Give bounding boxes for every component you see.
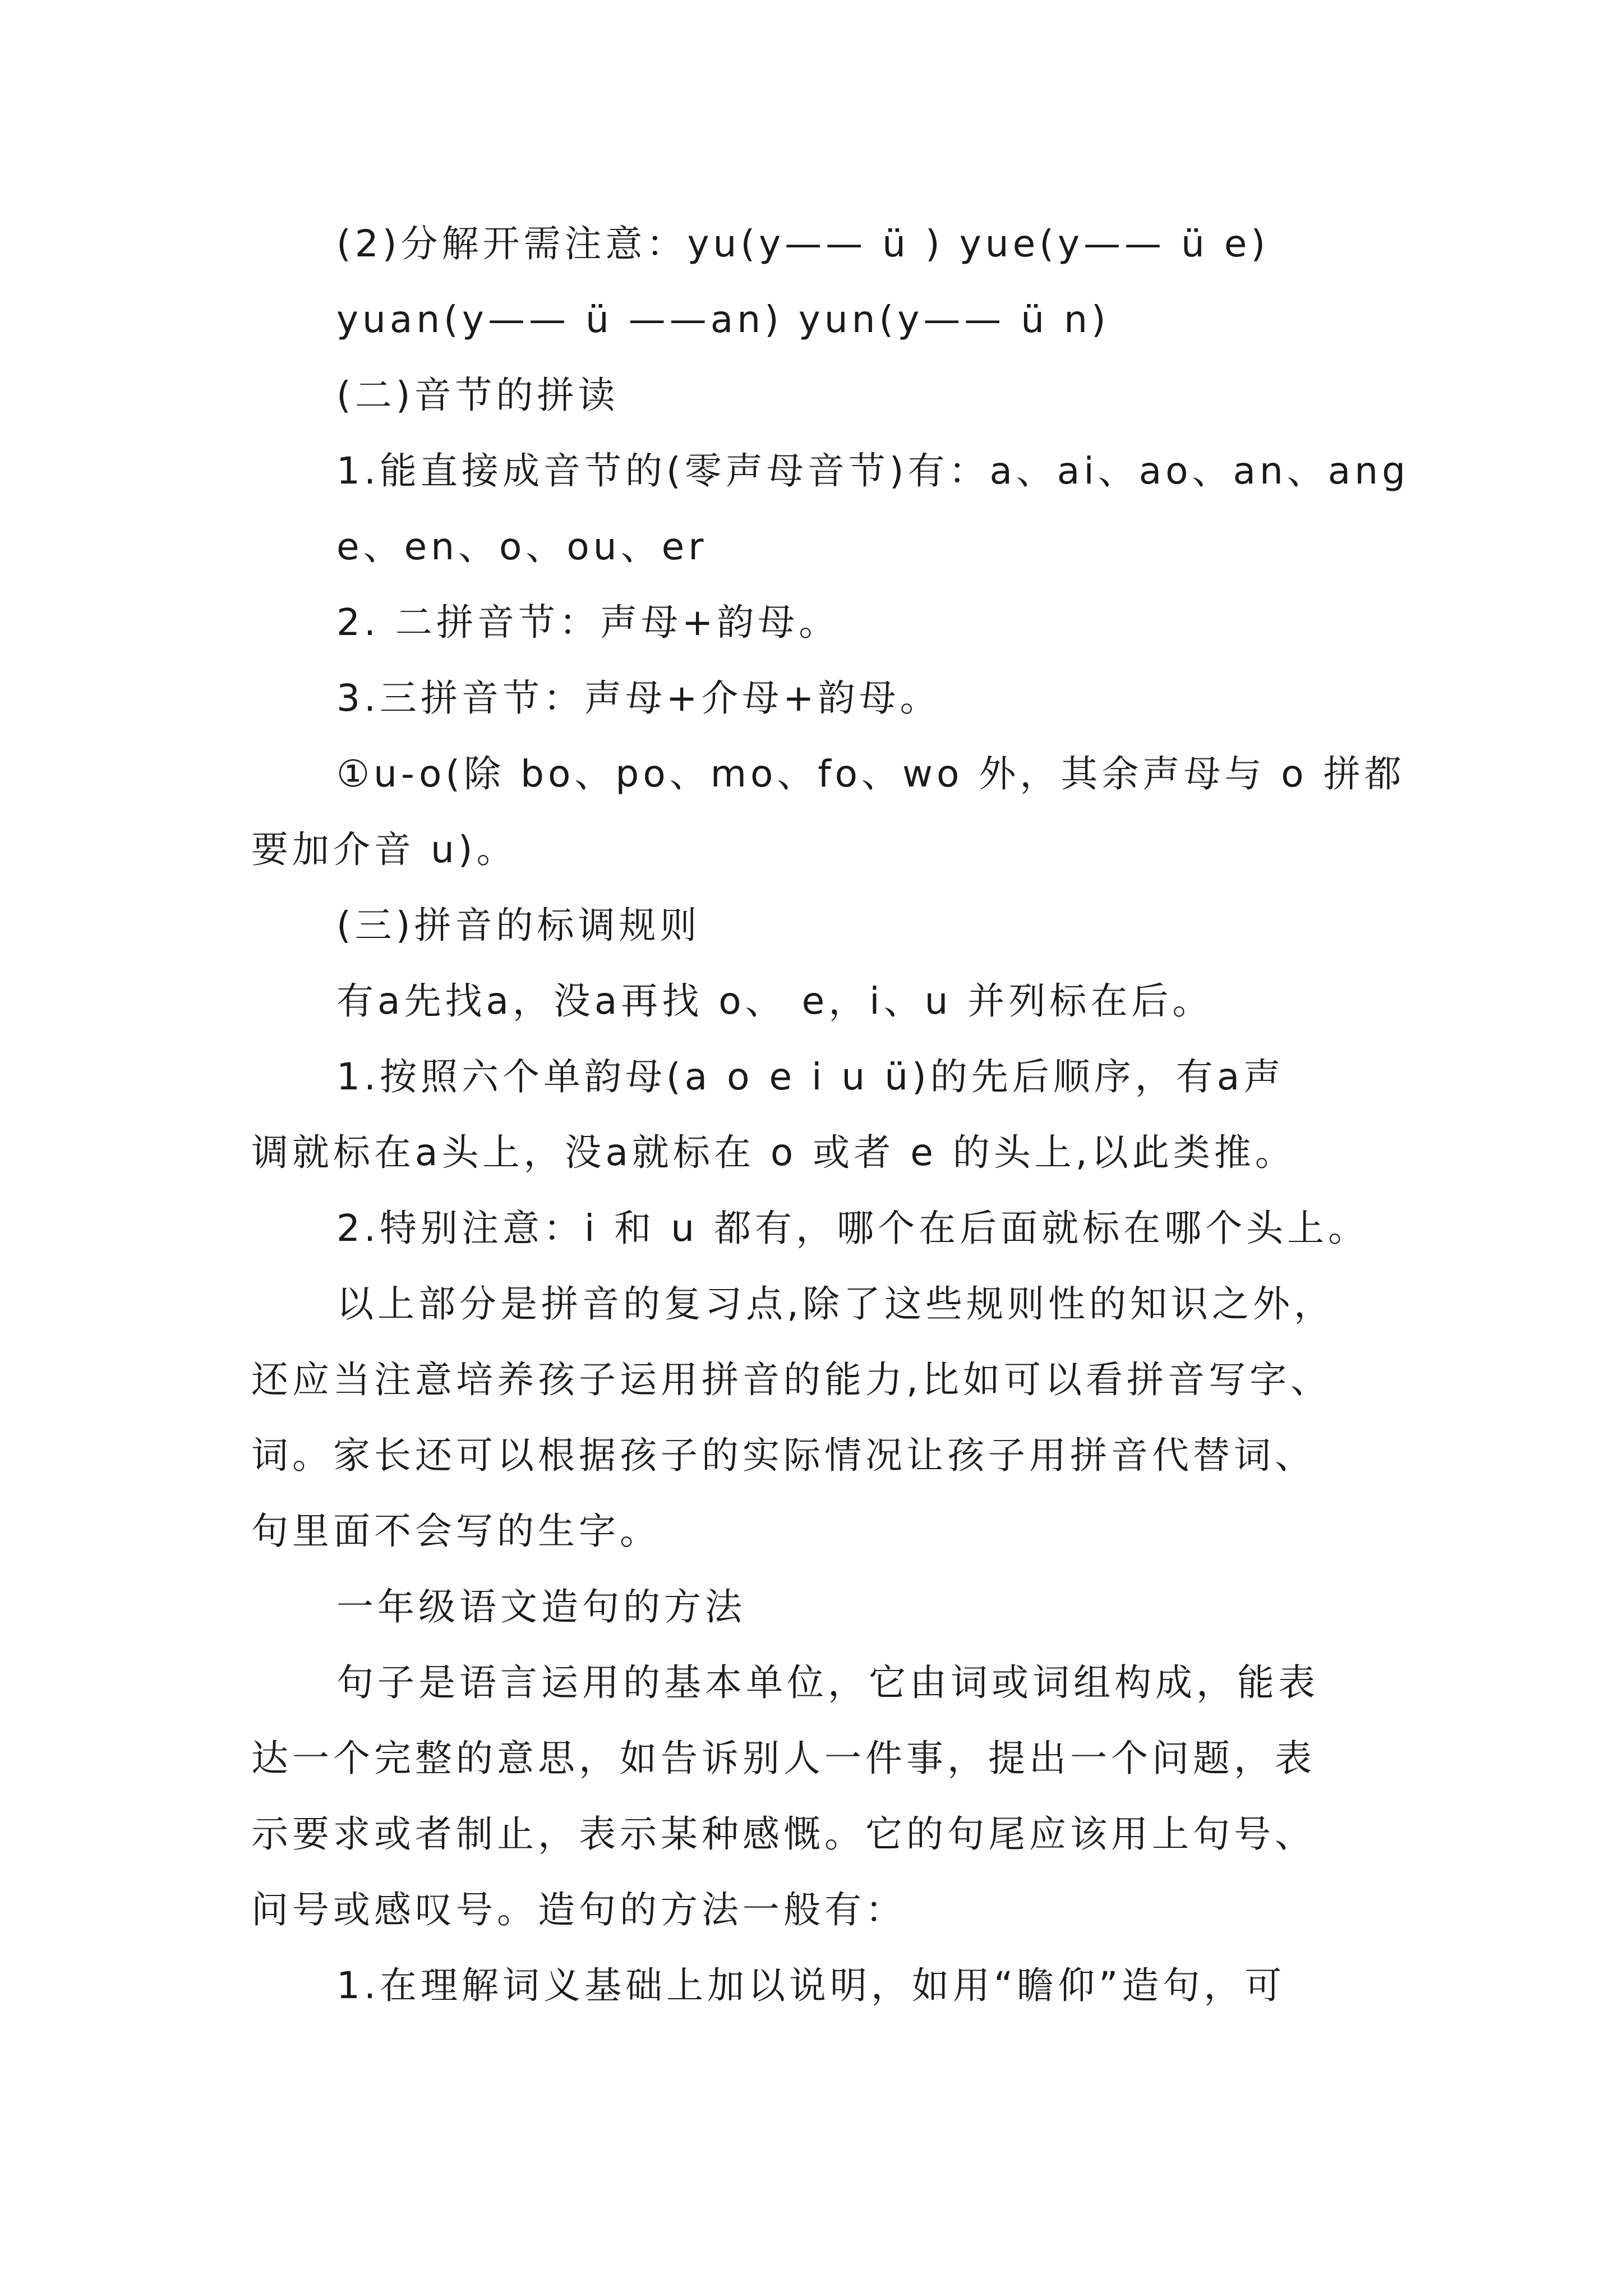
text-line-21: 达一个完整的意思，如告诉别人一件事，提出一个问题，表 [251,1737,1316,1780]
text-line-2: yuan(y—— ü ——an) yun(y—— ü n) [336,298,1110,341]
text-line-15: 以上部分是拼音的复习点,除了这些规则性的知识之外， [336,1282,1335,1326]
section-heading-sentence-methods: 一年级语文造句的方法 [336,1585,746,1628]
text-line-6: 2. 二拼音节：声母+韵母。 [336,601,840,644]
text-line-9: 要加介音 u)。 [251,828,518,871]
text-line-8: ①u-o(除 bo、po、mo、fo、wo 外，其余声母与 o 拼都 [336,752,1405,795]
text-line-20: 句子是语言运用的基本单位，它由词或词组构成，能表 [336,1661,1319,1704]
text-line-24: 1.在理解词义基础上加以说明，如用“瞻仰”造句，可 [336,1964,1286,2007]
text-line-4: 1.能直接成音节的(零声母音节)有：a、ai、ao、an、ang [336,449,1409,493]
text-line-11: 有a先找a，没a再找 o、 e，i、u 并列标在后。 [336,979,1214,1023]
text-line-12: 1.按照六个单韵母(a o e i u ü)的先后顺序，有a声 [336,1055,1285,1098]
text-line-18: 句里面不会写的生字。 [251,1510,661,1553]
text-line-22: 示要求或者制止，表示某种感慨。它的句尾应该用上句号、 [251,1812,1316,1856]
section-heading-syllable-reading: (二)音节的拼读 [336,374,619,417]
text-line-14: 2.特别注意：i 和 u 都有，哪个在后面就标在哪个头上。 [336,1207,1370,1250]
section-heading-tone-rules: (三)拼音的标调规则 [336,904,701,947]
text-line-16: 还应当注意培养孩子运用拼音的能力,比如可以看拼音写字、 [251,1358,1331,1401]
text-line-5: e、en、o、ou、er [336,525,708,568]
text-line-23: 问号或感叹号。造句的方法一般有： [251,1888,906,1931]
text-line-13: 调就标在a头上，没a就标在 o 或者 e 的头上,以此类推。 [251,1131,1296,1174]
text-line-1: (2)分解开需注意：yu(y—— ü ) yue(y—— ü e) [336,222,1270,265]
text-line-7: 3.三拼音节：声母+介母+韵母。 [336,677,941,720]
text-line-17: 词。家长还可以根据孩子的实际情况让孩子用拼音代替词、 [251,1434,1316,1477]
